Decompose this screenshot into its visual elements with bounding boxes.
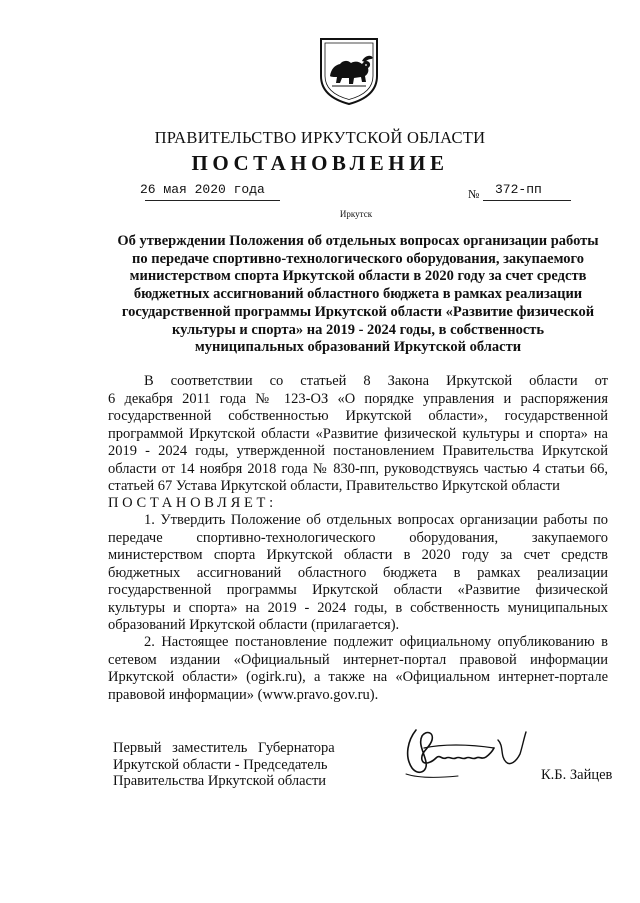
- position-line: Иркутской области - Председатель: [113, 756, 328, 773]
- paragraph-line: культуры и спорта» на 2019 - 2024 годы, в собственность муниципальных: [108, 599, 608, 616]
- paragraph-line: программой Иркутской области «Развитие физической культуры и спорта» на: [108, 425, 608, 442]
- title-line: бюджетных ассигнований областного бюджета в рамках реализации: [133, 286, 583, 303]
- number-underline: [483, 200, 571, 201]
- paragraph-line: 2019 - 2024 годы, утвержденной постановлением Правительства Иркутской: [108, 443, 608, 459]
- document-type: ПОСТАНОВЛЕНИЕ: [191, 151, 449, 175]
- title-line: по передаче спортивно-технологического оборудования, закупаемого: [131, 250, 585, 267]
- paragraph-line: В соответствии со статьей 8 Закона Иркутской области от: [144, 373, 608, 389]
- paragraph-line: передаче спортивно-технологического оборудования, закупаемого: [108, 529, 608, 546]
- government-title: ПРАВИТЕЛЬСТВО ИРКУТСКОЙ ОБЛАСТИ: [154, 128, 486, 147]
- title-line: министерством спорта Иркутской области в 2020 году за счет средств: [129, 268, 587, 285]
- paragraph-line: области от 14 ноября 2018 года № 830-пп, руководствуясь частью 4 статьи 66,: [108, 460, 608, 477]
- paragraph-line: государственной собственностью Иркутской области», государственной: [108, 408, 608, 424]
- paragraph-line: 2. Настоящее постановление подлежит официальному опубликованию в: [144, 634, 608, 650]
- handwritten-signature: [398, 722, 528, 784]
- signatory-position: [113, 740, 335, 790]
- signatory-name: К.Б. Зайцев: [541, 767, 613, 783]
- paragraph-line: 6 декабря 2011 года № 123-ОЗ «О порядке управления и распоряжения: [108, 390, 608, 407]
- number-sign: №: [468, 187, 480, 201]
- paragraph-line: министерством спорта Иркутской области в 2020 году за счет средств: [108, 547, 608, 563]
- item-2-paragraph: [108, 634, 608, 704]
- paragraph-line: 1. Утвердить Положение об отдельных вопросах организации работы по: [144, 512, 608, 528]
- city: Иркутск: [339, 209, 373, 219]
- date-underline: [145, 200, 280, 201]
- title-line: муниципальных образований Иркутской области: [194, 339, 522, 356]
- paragraph-line: Иркутской области» (ogirk.ru), а также на «Официальном интернет-портале: [108, 669, 608, 685]
- paragraph-line: государственной программы Иркутской области «Развитие физической: [108, 582, 608, 598]
- document-number: 372-пп: [495, 182, 542, 197]
- position-line: Первый заместитель Губернатора: [113, 740, 335, 756]
- preamble-paragraph: [108, 373, 608, 496]
- paragraph-line: правовой информации» (www.pravo.gov.ru).: [108, 686, 379, 703]
- decree-word: ПОСТАНОВЛЯЕТ:: [108, 495, 277, 511]
- title-line: государственной программы Иркутской области «Развитие физической: [121, 303, 595, 320]
- paragraph-line: статьей 67 Устава Иркутской области, Правительство Иркутской области: [108, 478, 560, 494]
- paragraph-line: бюджетных ассигнований областного бюджета в рамках реализации: [108, 564, 608, 581]
- item-1-paragraph: [108, 512, 608, 635]
- position-line: Правительства Иркутской области: [113, 773, 327, 789]
- paragraph-line: сетевом издании «Официальный интернет-портал правовой информации: [108, 651, 608, 668]
- title-line: культуры и спорта» на 2019 - 2024 годы, в собственность: [171, 321, 545, 338]
- document-date: 26 мая 2020 года: [140, 182, 265, 197]
- paragraph-line: образований Иркутской области (прилагается).: [108, 617, 400, 633]
- document-title: [108, 233, 608, 357]
- coat-of-arms-icon: [318, 36, 380, 106]
- title-line: Об утверждении Положения об отдельных вопросах организации работы: [117, 233, 599, 249]
